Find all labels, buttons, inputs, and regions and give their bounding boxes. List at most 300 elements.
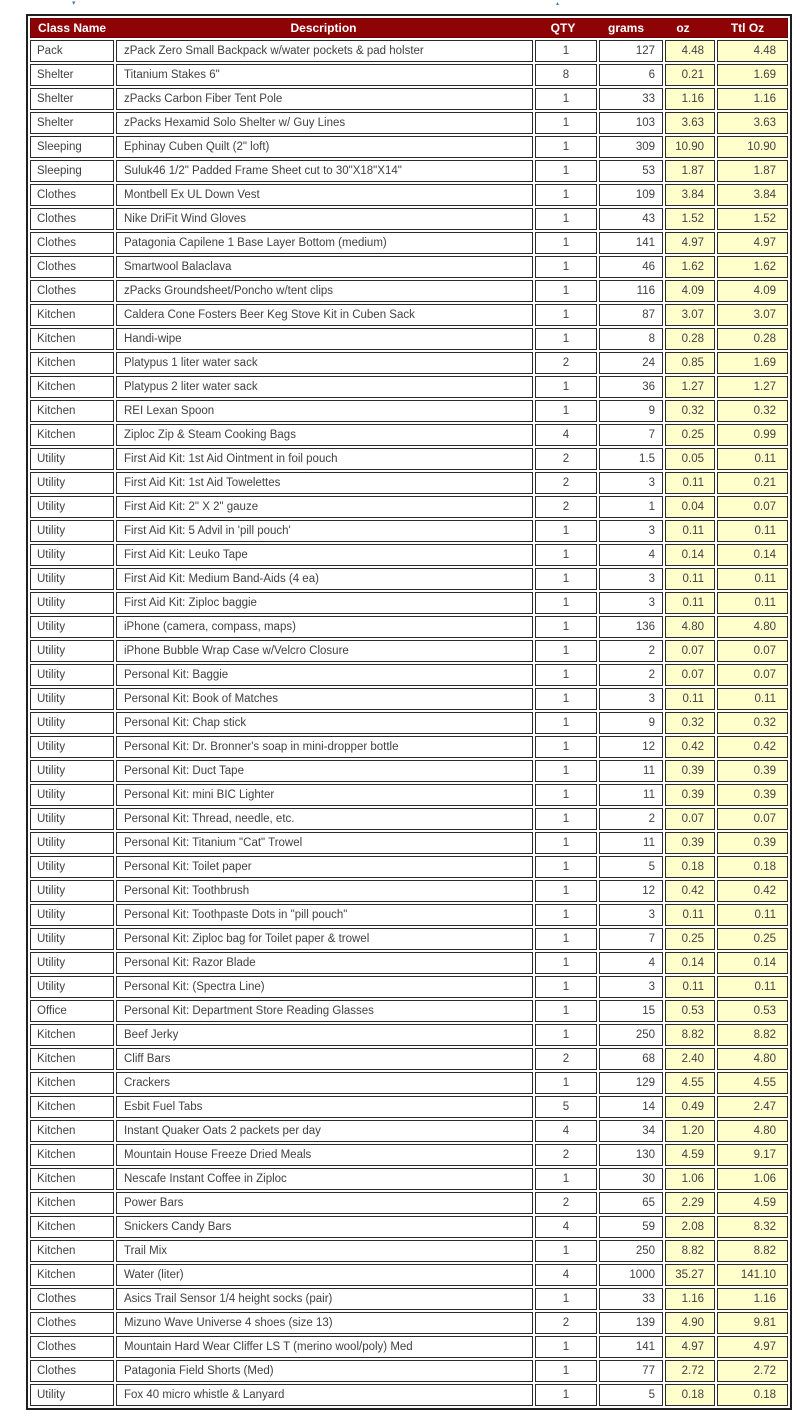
cell-oz: 0.32 — [665, 400, 715, 422]
cell-class-name: Kitchen — [30, 1168, 114, 1190]
cell-qty: 2 — [535, 1048, 597, 1070]
cell-oz: 0.32 — [665, 712, 715, 734]
cell-description: Power Bars — [116, 1192, 533, 1214]
cell-oz: 0.18 — [665, 1384, 715, 1406]
table-row — [30, 1048, 788, 1070]
cell-ttl-oz: 0.11 — [717, 520, 788, 542]
cell-class-name: Utility — [30, 904, 114, 926]
cell-ttl-oz: 4.80 — [717, 1120, 788, 1142]
cell-oz: 0.07 — [665, 640, 715, 662]
cell-qty: 4 — [535, 1216, 597, 1238]
table-row — [30, 424, 788, 446]
table-row — [30, 64, 788, 86]
word-artifact-mark-left: ▾ — [72, 0, 76, 7]
table-row — [30, 688, 788, 710]
table-row — [30, 808, 788, 830]
cell-grams: 129 — [599, 1072, 663, 1094]
cell-oz: 1.20 — [665, 1120, 715, 1142]
cell-class-name: Kitchen — [30, 1024, 114, 1046]
cell-description: Smartwool Balaclava — [116, 256, 533, 278]
cell-qty: 1 — [535, 136, 597, 158]
cell-description: Mountain Hard Wear Cliffer LS T (merino wool/poly) Med — [116, 1336, 533, 1358]
cell-grams: 46 — [599, 256, 663, 278]
cell-grams: 116 — [599, 280, 663, 302]
cell-description: zPack Zero Small Backpack w/water pockets & pad holster — [116, 40, 533, 62]
cell-description: zPacks Hexamid Solo Shelter w/ Guy Lines — [116, 112, 533, 134]
cell-description: Crackers — [116, 1072, 533, 1094]
cell-class-name: Clothes — [30, 232, 114, 254]
cell-qty: 1 — [535, 664, 597, 686]
cell-oz: 3.07 — [665, 304, 715, 326]
cell-oz: 0.05 — [665, 448, 715, 470]
cell-qty: 1 — [535, 616, 597, 638]
cell-oz: 1.16 — [665, 1288, 715, 1310]
cell-ttl-oz: 1.27 — [717, 376, 788, 398]
cell-qty: 1 — [535, 88, 597, 110]
cell-ttl-oz: 0.11 — [717, 448, 788, 470]
cell-grams: 2 — [599, 808, 663, 830]
cell-ttl-oz: 4.80 — [717, 1048, 788, 1070]
cell-qty: 1 — [535, 1360, 597, 1382]
table-row — [30, 1072, 788, 1094]
cell-class-name: Utility — [30, 592, 114, 614]
cell-description: Caldera Cone Fosters Beer Keg Stove Kit in Cuben Sack — [116, 304, 533, 326]
cell-grams: 12 — [599, 736, 663, 758]
cell-qty: 1 — [535, 640, 597, 662]
cell-grams: 3 — [599, 688, 663, 710]
cell-qty: 2 — [535, 1144, 597, 1166]
cell-qty: 1 — [535, 784, 597, 806]
cell-description: Suluk46 1/2" Padded Frame Sheet cut to 30"X18"X14" — [116, 160, 533, 182]
cell-oz: 1.87 — [665, 160, 715, 182]
cell-class-name: Utility — [30, 568, 114, 590]
table-row — [30, 256, 788, 278]
table-row — [30, 112, 788, 134]
cell-description: First Aid Kit: 2" X 2" gauze — [116, 496, 533, 518]
cell-oz: 0.11 — [665, 688, 715, 710]
cell-class-name: Utility — [30, 736, 114, 758]
cell-oz: 0.11 — [665, 976, 715, 998]
table-row — [30, 88, 788, 110]
cell-grams: 33 — [599, 1288, 663, 1310]
cell-description: Personal Kit: Titanium "Cat" Trowel — [116, 832, 533, 854]
cell-qty: 1 — [535, 1024, 597, 1046]
cell-ttl-oz: 10.90 — [717, 136, 788, 158]
cell-oz: 0.07 — [665, 664, 715, 686]
cell-ttl-oz: 8.82 — [717, 1024, 788, 1046]
column-header-grams: grams — [607, 21, 645, 35]
cell-ttl-oz: 0.11 — [717, 568, 788, 590]
table-row — [30, 1096, 788, 1118]
cell-ttl-oz: 0.07 — [717, 496, 788, 518]
cell-oz: 0.04 — [665, 496, 715, 518]
cell-oz: 0.42 — [665, 736, 715, 758]
table-row — [30, 616, 788, 638]
cell-ttl-oz: 0.11 — [717, 976, 788, 998]
cell-ttl-oz: 0.11 — [717, 688, 788, 710]
cell-description: Trail Mix — [116, 1240, 533, 1262]
cell-grams: 15 — [599, 1000, 663, 1022]
cell-description: zPacks Carbon Fiber Tent Pole — [116, 88, 533, 110]
cell-grams: 6 — [599, 64, 663, 86]
cell-class-name: Clothes — [30, 1336, 114, 1358]
table-row — [30, 280, 788, 302]
column-header-qty: QTY — [550, 21, 576, 35]
cell-oz: 8.82 — [665, 1024, 715, 1046]
cell-description: Personal Kit: Duct Tape — [116, 760, 533, 782]
cell-ttl-oz: 0.42 — [717, 736, 788, 758]
cell-grams: 68 — [599, 1048, 663, 1070]
cell-description: Beef Jerky — [116, 1024, 533, 1046]
cell-ttl-oz: 0.39 — [717, 760, 788, 782]
cell-description: Ephinay Cuben Quilt (2" loft) — [116, 136, 533, 158]
table-row — [30, 1336, 788, 1358]
cell-description: Montbell Ex UL Down Vest — [116, 184, 533, 206]
table-row — [30, 592, 788, 614]
cell-qty: 1 — [535, 520, 597, 542]
cell-description: Personal Kit: Baggie — [116, 664, 533, 686]
cell-oz: 10.90 — [665, 136, 715, 158]
cell-qty: 1 — [535, 544, 597, 566]
cell-oz: 0.39 — [665, 760, 715, 782]
cell-grams: 4 — [599, 544, 663, 566]
cell-class-name: Utility — [30, 664, 114, 686]
cell-description: Personal Kit: Dr. Bronner's soap in mini-dropper bottle — [116, 736, 533, 758]
cell-grams: 109 — [599, 184, 663, 206]
cell-oz: 0.11 — [665, 592, 715, 614]
table-row — [30, 472, 788, 494]
table-row — [30, 640, 788, 662]
cell-qty: 1 — [535, 592, 597, 614]
cell-qty: 1 — [535, 736, 597, 758]
cell-qty: 1 — [535, 376, 597, 398]
cell-oz: 0.11 — [665, 568, 715, 590]
table-row — [30, 1216, 788, 1238]
cell-class-name: Sleeping — [30, 136, 114, 158]
cell-oz: 0.11 — [665, 520, 715, 542]
table-row — [30, 40, 788, 62]
cell-qty: 1 — [535, 1288, 597, 1310]
cell-class-name: Shelter — [30, 88, 114, 110]
cell-grams: 11 — [599, 760, 663, 782]
cell-class-name: Sleeping — [30, 160, 114, 182]
cell-ttl-oz: 0.53 — [717, 1000, 788, 1022]
cell-description: Patagonia Capilene 1 Base Layer Bottom (medium) — [116, 232, 533, 254]
cell-qty: 1 — [535, 688, 597, 710]
cell-class-name: Utility — [30, 976, 114, 998]
cell-description: Titanium Stakes 6" — [116, 64, 533, 86]
cell-qty: 1 — [535, 160, 597, 182]
cell-grams: 2 — [599, 664, 663, 686]
cell-class-name: Utility — [30, 544, 114, 566]
cell-oz: 0.25 — [665, 424, 715, 446]
cell-description: First Aid Kit: Leuko Tape — [116, 544, 533, 566]
cell-qty: 1 — [535, 952, 597, 974]
table-row — [30, 352, 788, 374]
cell-grams: 59 — [599, 1216, 663, 1238]
cell-grams: 1 — [599, 496, 663, 518]
cell-grams: 8 — [599, 328, 663, 350]
cell-ttl-oz: 4.80 — [717, 616, 788, 638]
cell-grams: 103 — [599, 112, 663, 134]
cell-oz: 4.48 — [665, 40, 715, 62]
cell-oz: 0.07 — [665, 808, 715, 830]
table-row — [30, 1384, 788, 1406]
cell-description: Patagonia Field Shorts (Med) — [116, 1360, 533, 1382]
cell-qty: 1 — [535, 928, 597, 950]
cell-description: Personal Kit: Razor Blade — [116, 952, 533, 974]
cell-class-name: Utility — [30, 784, 114, 806]
cell-qty: 5 — [535, 1096, 597, 1118]
cell-oz: 0.11 — [665, 904, 715, 926]
cell-qty: 1 — [535, 856, 597, 878]
cell-description: First Aid Kit: Ziploc baggie — [116, 592, 533, 614]
cell-qty: 1 — [535, 568, 597, 590]
cell-ttl-oz: 3.07 — [717, 304, 788, 326]
cell-grams: 11 — [599, 832, 663, 854]
cell-class-name: Kitchen — [30, 328, 114, 350]
cell-ttl-oz: 4.97 — [717, 1336, 788, 1358]
cell-description: Personal Kit: Book of Matches — [116, 688, 533, 710]
cell-description: REI Lexan Spoon — [116, 400, 533, 422]
table-body — [30, 40, 788, 1406]
cell-class-name: Kitchen — [30, 1096, 114, 1118]
cell-description: Personal Kit: Department Store Reading Glasses — [116, 1000, 533, 1022]
cell-class-name: Kitchen — [30, 424, 114, 446]
cell-grams: 30 — [599, 1168, 663, 1190]
table-row — [30, 760, 788, 782]
cell-ttl-oz: 1.52 — [717, 208, 788, 230]
cell-description: Personal Kit: Ziploc bag for Toilet paper & trowel — [116, 928, 533, 950]
cell-grams: 24 — [599, 352, 663, 374]
cell-class-name: Clothes — [30, 280, 114, 302]
cell-class-name: Kitchen — [30, 1144, 114, 1166]
cell-qty: 4 — [535, 1120, 597, 1142]
cell-ttl-oz: 0.21 — [717, 472, 788, 494]
table-row — [30, 544, 788, 566]
cell-grams: 14 — [599, 1096, 663, 1118]
cell-class-name: Utility — [30, 952, 114, 974]
cell-oz: 1.27 — [665, 376, 715, 398]
cell-class-name: Kitchen — [30, 400, 114, 422]
table-row — [30, 664, 788, 686]
cell-ttl-oz: 0.28 — [717, 328, 788, 350]
cell-description: First Aid Kit: Medium Band-Aids (4 ea) — [116, 568, 533, 590]
cell-class-name: Utility — [30, 1384, 114, 1406]
cell-grams: 250 — [599, 1024, 663, 1046]
cell-ttl-oz: 1.69 — [717, 352, 788, 374]
cell-oz: 0.14 — [665, 544, 715, 566]
cell-oz: 4.59 — [665, 1144, 715, 1166]
cell-ttl-oz: 0.99 — [717, 424, 788, 446]
cell-ttl-oz: 141.10 — [717, 1264, 788, 1286]
cell-class-name: Utility — [30, 712, 114, 734]
cell-qty: 2 — [535, 1312, 597, 1334]
cell-class-name: Office — [30, 1000, 114, 1022]
cell-ttl-oz: 2.72 — [717, 1360, 788, 1382]
cell-oz: 4.97 — [665, 232, 715, 254]
cell-grams: 12 — [599, 880, 663, 902]
cell-qty: 2 — [535, 448, 597, 470]
cell-oz: 4.80 — [665, 616, 715, 638]
cell-class-name: Utility — [30, 928, 114, 950]
cell-class-name: Kitchen — [30, 1120, 114, 1142]
cell-ttl-oz: 0.32 — [717, 712, 788, 734]
cell-qty: 1 — [535, 1336, 597, 1358]
cell-oz: 4.55 — [665, 1072, 715, 1094]
cell-qty: 1 — [535, 712, 597, 734]
cell-qty: 2 — [535, 472, 597, 494]
cell-ttl-oz: 0.14 — [717, 952, 788, 974]
cell-oz: 2.29 — [665, 1192, 715, 1214]
cell-oz: 0.11 — [665, 472, 715, 494]
cell-grams: 11 — [599, 784, 663, 806]
cell-qty: 1 — [535, 280, 597, 302]
cell-description: Personal Kit: Thread, needle, etc. — [116, 808, 533, 830]
cell-ttl-oz: 0.07 — [717, 664, 788, 686]
cell-oz: 2.08 — [665, 1216, 715, 1238]
cell-description: Instant Quaker Oats 2 packets per day — [116, 1120, 533, 1142]
cell-grams: 309 — [599, 136, 663, 158]
table-row — [30, 976, 788, 998]
cell-class-name: Utility — [30, 472, 114, 494]
cell-qty: 4 — [535, 424, 597, 446]
cell-ttl-oz: 3.63 — [717, 112, 788, 134]
cell-grams: 43 — [599, 208, 663, 230]
cell-class-name: Utility — [30, 520, 114, 542]
cell-grams: 139 — [599, 1312, 663, 1334]
cell-grams: 5 — [599, 1384, 663, 1406]
cell-oz: 3.84 — [665, 184, 715, 206]
cell-description: Asics Trail Sensor 1/4 height socks (pair) — [116, 1288, 533, 1310]
cell-oz: 0.42 — [665, 880, 715, 902]
cell-ttl-oz: 9.17 — [717, 1144, 788, 1166]
cell-qty: 1 — [535, 832, 597, 854]
cell-description: Ziploc Zip & Steam Cooking Bags — [116, 424, 533, 446]
cell-oz: 0.39 — [665, 832, 715, 854]
cell-oz: 0.49 — [665, 1096, 715, 1118]
cell-description: Fox 40 micro whistle & Lanyard — [116, 1384, 533, 1406]
cell-grams: 77 — [599, 1360, 663, 1382]
table-row — [30, 136, 788, 158]
cell-ttl-oz: 1.06 — [717, 1168, 788, 1190]
cell-description: Esbit Fuel Tabs — [116, 1096, 533, 1118]
table-row — [30, 1000, 788, 1022]
cell-class-name: Utility — [30, 616, 114, 638]
cell-description: First Aid Kit: 1st Aid Ointment in foil pouch — [116, 448, 533, 470]
table-row — [30, 208, 788, 230]
cell-grams: 65 — [599, 1192, 663, 1214]
cell-oz: 0.85 — [665, 352, 715, 374]
cell-class-name: Kitchen — [30, 1264, 114, 1286]
column-header-class-name: Class Name — [38, 21, 107, 35]
cell-oz: 0.25 — [665, 928, 715, 950]
table-row — [30, 952, 788, 974]
cell-qty: 1 — [535, 904, 597, 926]
cell-ttl-oz: 0.42 — [717, 880, 788, 902]
cell-ttl-oz: 3.84 — [717, 184, 788, 206]
cell-description: Handi-wipe — [116, 328, 533, 350]
cell-ttl-oz: 9.81 — [717, 1312, 788, 1334]
cell-class-name: Kitchen — [30, 304, 114, 326]
cell-grams: 250 — [599, 1240, 663, 1262]
cell-qty: 2 — [535, 352, 597, 374]
cell-oz: 0.28 — [665, 328, 715, 350]
cell-ttl-oz: 0.32 — [717, 400, 788, 422]
cell-class-name: Utility — [30, 448, 114, 470]
cell-ttl-oz: 0.18 — [717, 1384, 788, 1406]
cell-grams: 130 — [599, 1144, 663, 1166]
table-row — [30, 520, 788, 542]
cell-description: Water (liter) — [116, 1264, 533, 1286]
cell-description: zPacks Groundsheet/Poncho w/tent clips — [116, 280, 533, 302]
cell-ttl-oz: 1.16 — [717, 1288, 788, 1310]
cell-qty: 1 — [535, 184, 597, 206]
cell-grams: 9 — [599, 400, 663, 422]
cell-ttl-oz: 4.97 — [717, 232, 788, 254]
table-row — [30, 376, 788, 398]
cell-ttl-oz: 1.69 — [717, 64, 788, 86]
cell-qty: 1 — [535, 1000, 597, 1022]
cell-ttl-oz: 4.48 — [717, 40, 788, 62]
table-row — [30, 184, 788, 206]
table-row — [30, 1264, 788, 1286]
cell-grams: 3 — [599, 472, 663, 494]
cell-class-name: Clothes — [30, 184, 114, 206]
cell-oz: 8.82 — [665, 1240, 715, 1262]
cell-description: Nike DriFit Wind Gloves — [116, 208, 533, 230]
cell-qty: 1 — [535, 976, 597, 998]
cell-qty: 1 — [535, 1240, 597, 1262]
cell-ttl-oz: 8.82 — [717, 1240, 788, 1262]
cell-description: Cliff Bars — [116, 1048, 533, 1070]
cell-grams: 36 — [599, 376, 663, 398]
cell-class-name: Kitchen — [30, 1072, 114, 1094]
column-header-description: Description — [290, 21, 357, 35]
cell-grams: 1.5 — [599, 448, 663, 470]
word-artifact-mark-right: ▴ — [556, 1, 560, 7]
cell-class-name: Clothes — [30, 208, 114, 230]
table-row — [30, 832, 788, 854]
table-row — [30, 328, 788, 350]
table-row — [30, 1360, 788, 1382]
cell-class-name: Shelter — [30, 112, 114, 134]
column-header-ttl-oz: Ttl Oz — [730, 21, 765, 35]
cell-oz: 4.09 — [665, 280, 715, 302]
table-row — [30, 784, 788, 806]
table-row — [30, 904, 788, 926]
cell-class-name: Shelter — [30, 64, 114, 86]
table-row — [30, 1168, 788, 1190]
cell-description: iPhone Bubble Wrap Case w/Velcro Closure — [116, 640, 533, 662]
cell-class-name: Utility — [30, 640, 114, 662]
table-row — [30, 1144, 788, 1166]
cell-class-name: Kitchen — [30, 376, 114, 398]
cell-ttl-oz: 8.32 — [717, 1216, 788, 1238]
cell-ttl-oz: 0.07 — [717, 640, 788, 662]
cell-grams: 9 — [599, 712, 663, 734]
cell-grams: 3 — [599, 592, 663, 614]
cell-class-name: Utility — [30, 808, 114, 830]
cell-grams: 87 — [599, 304, 663, 326]
cell-qty: 2 — [535, 496, 597, 518]
cell-description: Snickers Candy Bars — [116, 1216, 533, 1238]
cell-qty: 1 — [535, 1168, 597, 1190]
table-row — [30, 856, 788, 878]
cell-oz: 4.90 — [665, 1312, 715, 1334]
cell-grams: 33 — [599, 88, 663, 110]
cell-grams: 3 — [599, 904, 663, 926]
